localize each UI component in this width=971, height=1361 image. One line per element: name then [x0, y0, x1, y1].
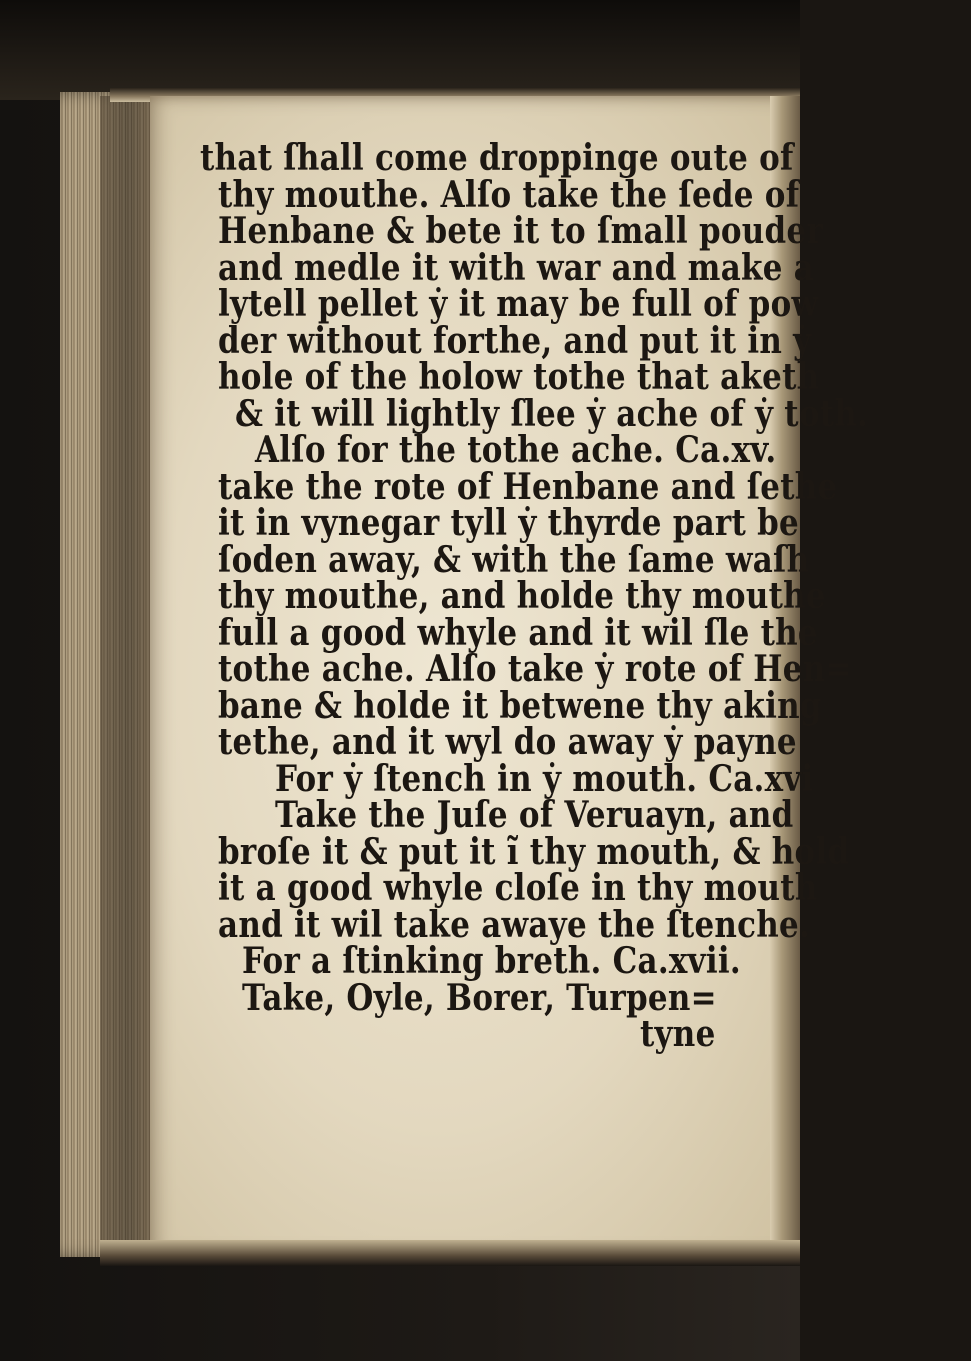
text-line — [200, 830, 850, 873]
text-line-content: it a good whyle cloſe in thy mouth — [218, 867, 818, 909]
text-line — [200, 794, 794, 836]
text-line-content: and it wil take awaye the ſtenche. — [218, 903, 811, 946]
text-line-content: tethe, and it wyl do away ẏ payne — [218, 721, 797, 763]
text-line-content: For ẏ ſtench in ẏ mouth. Ca.xvi — [275, 757, 814, 800]
text-line — [200, 976, 760, 1019]
text-line — [200, 246, 815, 289]
text-catchword — [200, 1013, 760, 1055]
text-heading — [200, 757, 814, 800]
page-stack-shadow — [100, 96, 156, 1251]
text-line — [200, 465, 838, 508]
text-line-content: & it will lightly ſlee ẏ ache of ẏ toth. — [235, 392, 869, 435]
text-line-content: hole of the holow tothe that aketh — [218, 356, 820, 398]
text-line — [200, 173, 800, 216]
text-line — [200, 867, 818, 909]
text-line — [200, 137, 794, 179]
text-line — [200, 392, 869, 435]
text-line — [200, 210, 823, 252]
text-line-content: Take, Oyle, Borer, Turpen= — [242, 976, 717, 1019]
text-line-content: broſe it & put it ĩ thy mouth, & hold — [218, 830, 850, 873]
text-line-content: Take the Juſe of Veruayn, and — [275, 794, 794, 836]
text-line — [200, 721, 797, 763]
text-line — [200, 903, 811, 946]
text-line-content: it in vynegar tyll ẏ thyrde part be — [218, 502, 799, 544]
text-line — [200, 684, 822, 727]
text-line-content: bane & holde it betwene thy aking — [218, 684, 822, 727]
text-line-content: der without forthe, and put it in ẏ — [218, 319, 812, 362]
text-line — [200, 648, 852, 690]
text-line-content: Henbane & bete it to ſmall pouder — [218, 210, 823, 252]
text-line-content: full a good whyle and it wil ſle the — [218, 611, 818, 654]
text-heading — [200, 940, 760, 982]
text-line-content: lytell pellet ẏ it may be full of pow — [218, 283, 819, 325]
text-line-content: tothe ache. Alſo take ẏ rote of Hen= — [218, 648, 852, 690]
text-heading — [200, 429, 777, 471]
text-line-content: ſoden away, & with the ſame waſh — [218, 538, 810, 581]
text-line — [200, 319, 812, 362]
text-line-content: For a ſtinking breth. Ca.xvii. — [242, 940, 741, 982]
page-text — [200, 137, 869, 1055]
text-line — [200, 502, 799, 544]
background-top — [0, 0, 800, 100]
text-line-content: and medle it with war and make a — [218, 246, 815, 289]
text-line — [200, 575, 826, 617]
text-line-content: thy mouthe. Alſo take the ſede of — [218, 173, 800, 216]
text-line — [200, 611, 818, 654]
text-line — [200, 538, 810, 581]
text-line-content: take the rote of Henbane and ſethe — [218, 465, 838, 508]
page-bottom-edge — [100, 1240, 800, 1266]
text-line-content: thy mouthe, and holde thy mouthe — [218, 575, 826, 617]
text-line-content: tyne — [640, 1013, 716, 1055]
text-line — [200, 356, 820, 398]
text-line-content: that ſhall come droppinge oute of — [200, 137, 794, 179]
text-line — [200, 283, 819, 325]
text-line-content: Alſo for the tothe ache. Ca.xv. — [255, 429, 777, 471]
